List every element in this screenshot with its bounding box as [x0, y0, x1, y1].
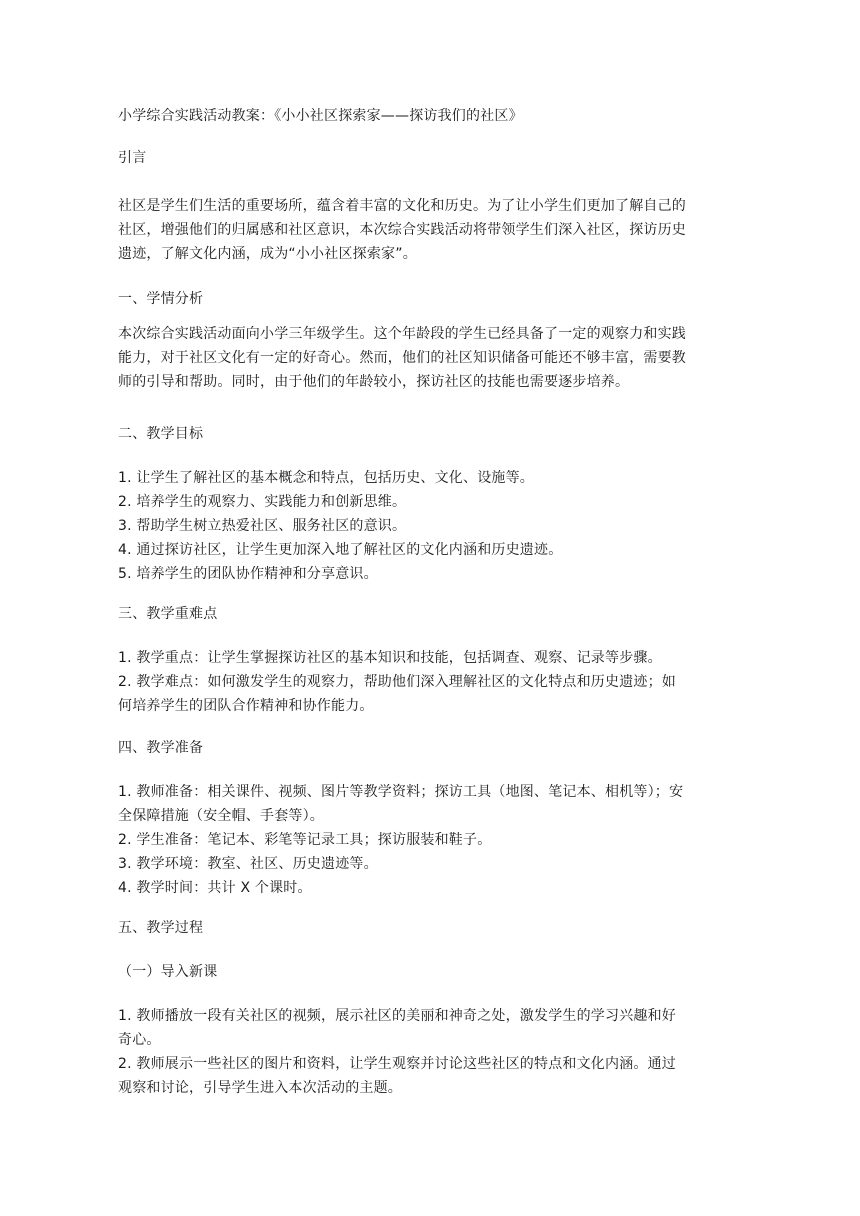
learning-analysis-paragraph: [118, 322, 738, 394]
list-item: 观察和讨论，引导学生进入本次活动的主题。: [118, 1080, 402, 1096]
list-item: 3. 帮助学生树立热爱社区、服务社区的意识。: [118, 518, 407, 534]
section-heading-process: [118, 916, 738, 940]
paragraph-line: 遗迹，了解文化内涵，成为“小小社区探索家”。: [118, 246, 417, 262]
subheading-text: （一）导入新课: [118, 964, 218, 980]
section-heading-key-points: [118, 602, 738, 626]
intro-paragraph: [118, 194, 738, 266]
section-heading-text: 一、学情分析: [118, 291, 204, 307]
list-item: 1. 教学重点：让学生掌握探访社区的基本知识和技能，包括调查、观察、记录等步骤。: [118, 650, 662, 666]
list-item: 4. 教学时间：共计 X 个课时。: [118, 880, 312, 896]
list-item: 1. 教师播放一段有关社区的视频，展示社区的美丽和神奇之处，激发学生的学习兴趣和好: [118, 1008, 677, 1024]
list-item: 1. 让学生了解社区的基本概念和特点，包括历史、文化、设施等。: [118, 470, 535, 486]
subheading-introduction: [118, 960, 738, 984]
paragraph-line: 社区，增强他们的归属感和社区意识，本次综合实践活动将带领学生们深入社区，探访历史: [118, 222, 686, 238]
document-title: [118, 104, 738, 128]
list-item: 5. 培养学生的团队协作精神和分享意识。: [118, 566, 378, 582]
list-item: 全保障措施（安全帽、手套等）。: [118, 808, 324, 824]
section-heading-preparation: [118, 736, 738, 760]
section-heading-text: 五、教学过程: [118, 920, 204, 936]
list-item: 1. 教师准备：相关课件、视频、图片等教学资料；探访工具（地图、笔记本、相机等）；安: [118, 784, 684, 800]
list-item: 2. 培养学生的观察力、实践能力和创新思维。: [118, 494, 407, 510]
key-points-list: [118, 646, 738, 718]
section-heading-objectives: [118, 422, 738, 446]
intro-heading-text: 引言: [118, 150, 147, 166]
list-item: 2. 学生准备：笔记本、彩笔等记录工具；探访服装和鞋子。: [118, 832, 492, 848]
list-item: 2. 教学难点：如何激发学生的观察力，帮助他们深入理解社区的文化特点和历史遗迹；如: [118, 674, 677, 690]
section-heading-learning-analysis: [118, 287, 738, 311]
section-heading-text: 三、教学重难点: [118, 606, 218, 622]
paragraph-line: 师的引导和帮助。同时，由于他们的年龄较小，探访社区的技能也需要逐步培养。: [118, 374, 630, 390]
process-list: [118, 1004, 738, 1100]
list-item: 3. 教学环境：教室、社区、历史遗迹等。: [118, 856, 378, 872]
objectives-list: [118, 466, 738, 586]
title-line: 小学综合实践活动教案：《小小社区探索家——探访我们的社区》: [118, 108, 523, 124]
paragraph-line: 社区是学生们生活的重要场所，蕴含着丰富的文化和历史。为了让小学生们更加了解自己的: [118, 198, 686, 214]
paragraph-line: 本次综合实践活动面向小学三年级学生。这个年龄段的学生已经具备了一定的观察力和实践: [118, 326, 686, 342]
preparation-list: [118, 780, 738, 900]
section-heading-text: 二、教学目标: [118, 426, 204, 442]
list-item: 2. 教师展示一些社区的图片和资料，让学生观察并讨论这些社区的特点和文化内涵。通过: [118, 1056, 677, 1072]
paragraph-line: 能力，对于社区文化有一定的好奇心。然而，他们的社区知识储备可能还不够丰富，需要教: [118, 350, 686, 366]
section-heading-text: 四、教学准备: [118, 740, 204, 756]
intro-heading: [118, 146, 738, 170]
list-item: 4. 通过探访社区，让学生更加深入地了解社区的文化内涵和历史遗迹。: [118, 542, 563, 558]
list-item: 奇心。: [118, 1032, 161, 1048]
list-item: 何培养学生的团队合作精神和协作能力。: [118, 698, 374, 714]
